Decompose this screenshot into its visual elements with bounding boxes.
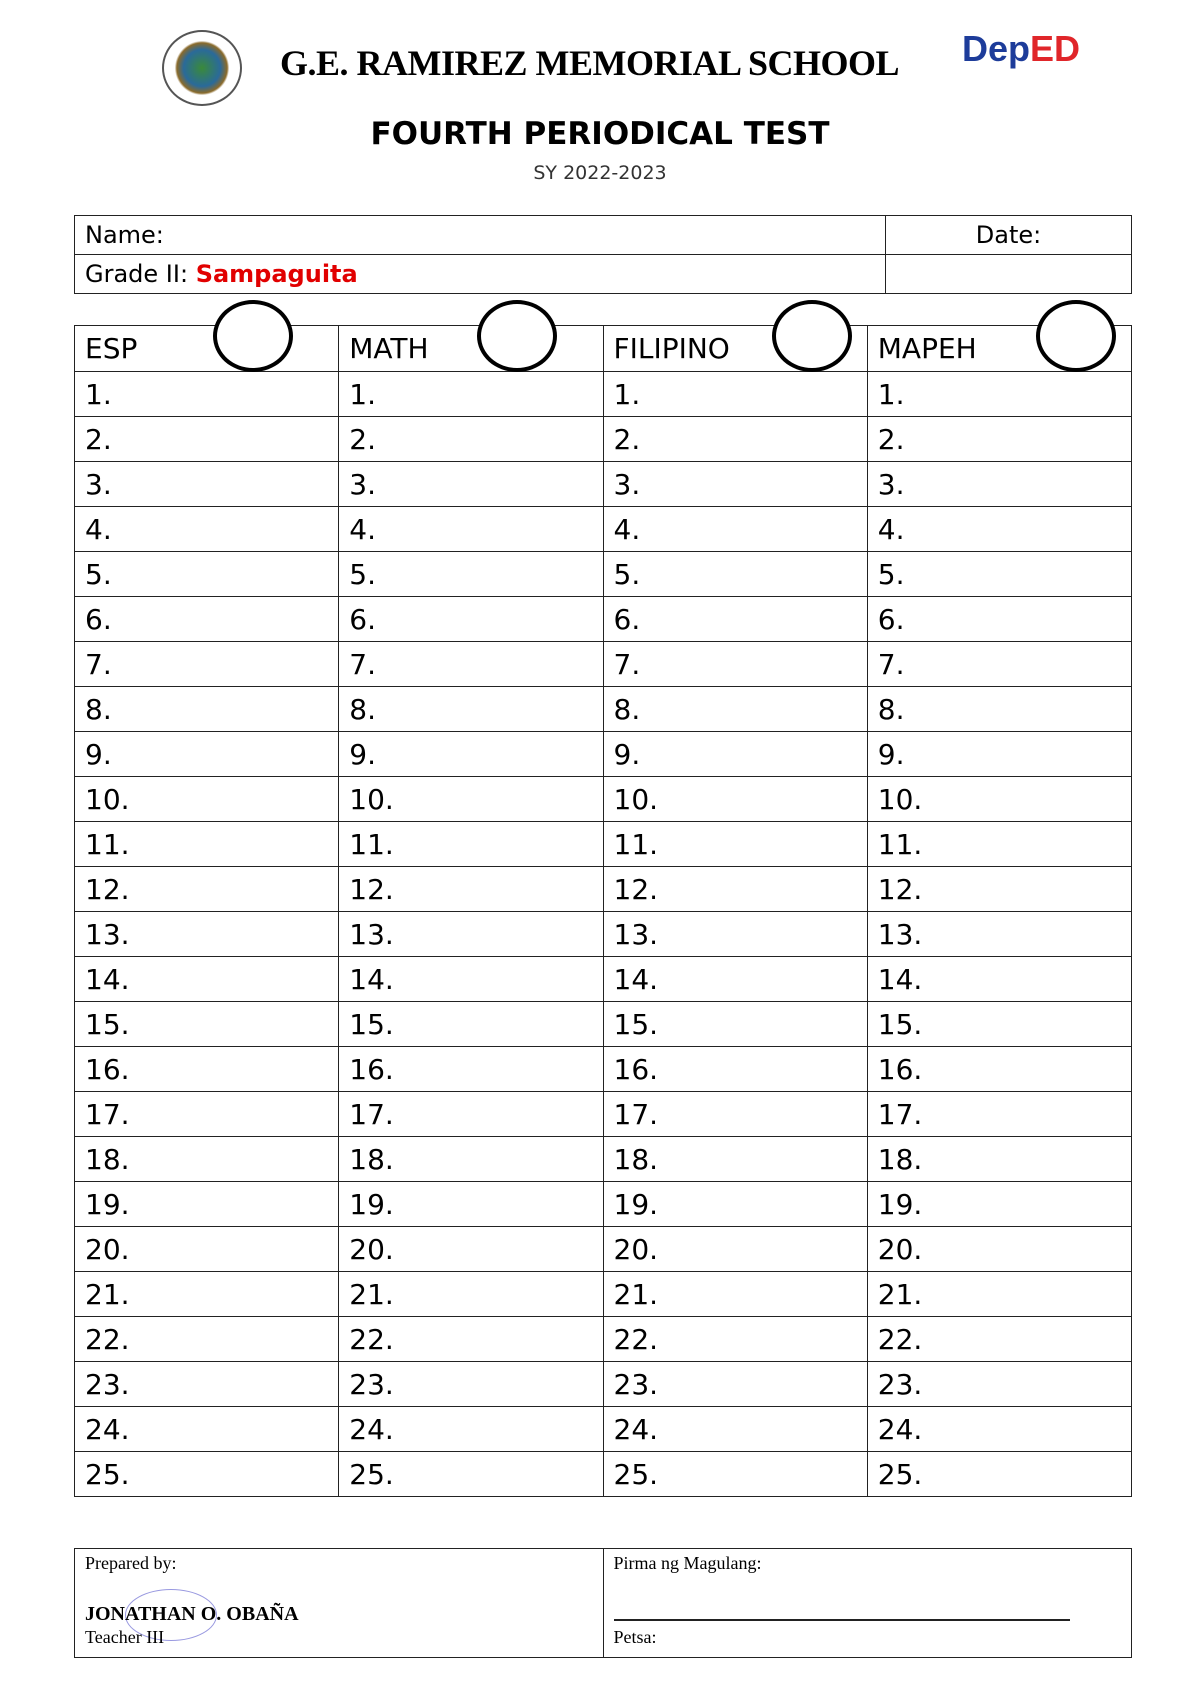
parent-signature-label: Pirma ng Magulang: — [613, 1553, 762, 1573]
answer-cell[interactable] — [75, 417, 339, 462]
item-number: 12. — [349, 872, 394, 906]
item-number: 19. — [877, 1187, 923, 1221]
answer-cell[interactable] — [867, 867, 1131, 912]
answer-cell[interactable] — [867, 1407, 1131, 1452]
answer-cell[interactable] — [603, 822, 867, 867]
grade-field — [75, 255, 886, 294]
item-number: 22. — [613, 1322, 659, 1356]
item-number: 22. — [85, 1322, 130, 1356]
subject-label: ESP — [85, 332, 138, 365]
subject-label: MAPEH — [877, 332, 977, 365]
subject-header-filipino — [603, 326, 867, 372]
table-row — [75, 867, 1132, 912]
answer-cell[interactable] — [603, 597, 867, 642]
subject-header-math — [339, 326, 603, 372]
name-label: Name: — [85, 221, 164, 249]
item-number: 11. — [613, 827, 659, 861]
item-number: 5. — [349, 557, 376, 591]
item-number: 14. — [613, 962, 659, 996]
item-number: 14. — [877, 962, 923, 996]
answer-cell[interactable] — [603, 687, 867, 732]
item-number: 17. — [613, 1097, 659, 1131]
answer-cell[interactable] — [867, 1137, 1131, 1182]
answer-cell[interactable] — [867, 822, 1131, 867]
item-number: 1. — [877, 377, 905, 411]
item-number: 19. — [349, 1187, 394, 1221]
answer-cell[interactable] — [75, 1362, 339, 1407]
item-number: 10. — [877, 782, 923, 816]
item-number: 20. — [613, 1232, 659, 1266]
answer-cell[interactable] — [339, 687, 603, 732]
answer-cell[interactable] — [339, 1452, 603, 1497]
table-row — [75, 687, 1132, 732]
answer-cell[interactable] — [339, 1227, 603, 1272]
table-row — [75, 1362, 1132, 1407]
answer-cell[interactable] — [75, 1092, 339, 1137]
score-circle[interactable] — [772, 300, 852, 372]
answer-cell[interactable] — [339, 552, 603, 597]
answer-cell[interactable] — [75, 507, 339, 552]
answer-cell[interactable] — [603, 1137, 867, 1182]
prepared-by-label: Prepared by: — [85, 1553, 177, 1573]
answer-cell[interactable] — [339, 1002, 603, 1047]
signature-table — [74, 1548, 1132, 1658]
item-number: 5. — [877, 557, 905, 591]
item-number: 24. — [613, 1412, 659, 1446]
table-row — [75, 1047, 1132, 1092]
table-row — [75, 1317, 1132, 1362]
answer-cell[interactable] — [75, 1272, 339, 1317]
item-number: 25. — [877, 1457, 923, 1491]
table-row — [75, 642, 1132, 687]
item-number: 7. — [877, 647, 905, 681]
answer-cell[interactable] — [867, 417, 1131, 462]
item-number: 25. — [349, 1457, 394, 1491]
answer-cell[interactable] — [339, 1092, 603, 1137]
deped-logo: DepED — [962, 28, 1081, 69]
answer-cell[interactable] — [75, 372, 339, 417]
item-number: 17. — [877, 1097, 923, 1131]
item-number: 1. — [613, 377, 641, 411]
petsa-label: Petsa: — [613, 1627, 657, 1647]
table-row — [75, 1137, 1132, 1182]
item-number: 13. — [85, 917, 130, 951]
item-number: 9. — [85, 737, 112, 771]
item-number: 6. — [349, 602, 376, 636]
item-number: 18. — [349, 1142, 394, 1176]
answer-cell[interactable] — [75, 867, 339, 912]
date-label: Date: — [975, 221, 1042, 249]
item-number: 13. — [877, 917, 923, 951]
answer-cell[interactable] — [75, 732, 339, 777]
item-number: 16. — [877, 1052, 923, 1086]
item-number: 2. — [877, 422, 905, 456]
item-number: 4. — [349, 512, 376, 546]
table-row — [75, 1092, 1132, 1137]
table-row — [75, 507, 1132, 552]
item-number: 7. — [349, 647, 376, 681]
answer-cell[interactable] — [867, 1227, 1131, 1272]
answer-cell[interactable] — [75, 642, 339, 687]
answer-cell[interactable] — [867, 687, 1131, 732]
name-field[interactable] — [75, 216, 886, 255]
item-number: 14. — [349, 962, 394, 996]
table-row — [75, 1002, 1132, 1047]
date-field[interactable] — [886, 216, 1132, 255]
table-row — [75, 1452, 1132, 1497]
answer-cell[interactable] — [75, 1002, 339, 1047]
answer-cell[interactable] — [603, 1362, 867, 1407]
answer-cell[interactable] — [867, 372, 1131, 417]
school-name: G.E. RAMIREZ MEMORIAL SCHOOL — [280, 43, 900, 83]
answer-cell[interactable] — [75, 777, 339, 822]
school-seal-logo — [162, 30, 242, 106]
table-row — [75, 552, 1132, 597]
answer-cell[interactable] — [75, 552, 339, 597]
answer-cell[interactable] — [603, 372, 867, 417]
table-row — [75, 372, 1132, 417]
item-number: 11. — [877, 827, 923, 861]
answer-cell[interactable] — [339, 912, 603, 957]
answer-cell[interactable] — [339, 462, 603, 507]
answer-cell[interactable] — [339, 507, 603, 552]
item-number: 8. — [877, 692, 905, 726]
table-row — [75, 822, 1132, 867]
answer-cell[interactable] — [603, 417, 867, 462]
parent-signature-cell[interactable] — [603, 1549, 1132, 1658]
table-row — [75, 1407, 1132, 1452]
answer-cell[interactable] — [867, 552, 1131, 597]
table-row — [75, 957, 1132, 1002]
answer-cell[interactable] — [339, 372, 603, 417]
answer-cell[interactable] — [603, 912, 867, 957]
item-number: 15. — [85, 1007, 130, 1041]
answer-cell[interactable] — [603, 1092, 867, 1137]
item-number: 17. — [349, 1097, 394, 1131]
date-value-cell[interactable] — [886, 255, 1132, 294]
item-number: 20. — [85, 1232, 130, 1266]
answer-cell[interactable] — [339, 777, 603, 822]
item-number: 15. — [877, 1007, 923, 1041]
item-number: 9. — [877, 737, 905, 771]
answer-cell[interactable] — [603, 1317, 867, 1362]
item-number: 20. — [877, 1232, 923, 1266]
item-number: 8. — [349, 692, 376, 726]
item-number: 4. — [613, 512, 641, 546]
signature-line — [614, 1619, 1070, 1621]
table-row — [75, 1272, 1132, 1317]
item-number: 22. — [877, 1322, 923, 1356]
item-number: 21. — [349, 1277, 394, 1311]
item-number: 5. — [613, 557, 641, 591]
table-row — [75, 1227, 1132, 1272]
answer-cell[interactable] — [867, 912, 1131, 957]
answer-cell[interactable] — [339, 642, 603, 687]
table-row — [75, 732, 1132, 777]
answer-cell[interactable] — [339, 1362, 603, 1407]
item-number: 9. — [349, 737, 376, 771]
score-circle[interactable] — [1036, 300, 1116, 372]
item-number: 2. — [613, 422, 641, 456]
item-number: 18. — [877, 1142, 923, 1176]
item-number: 19. — [613, 1187, 659, 1221]
item-number: 23. — [85, 1367, 130, 1401]
answer-cell[interactable] — [339, 822, 603, 867]
item-number: 23. — [349, 1367, 394, 1401]
answer-cell[interactable] — [339, 1182, 603, 1227]
item-number: 5. — [85, 557, 112, 591]
answer-cell[interactable] — [339, 417, 603, 462]
subject-header-esp — [75, 326, 339, 372]
item-number: 4. — [877, 512, 905, 546]
table-row — [75, 597, 1132, 642]
score-circle[interactable] — [477, 300, 557, 372]
section-name: Sampaguita — [195, 260, 358, 288]
answer-cell[interactable] — [339, 867, 603, 912]
item-number: 3. — [877, 467, 905, 501]
answer-cell[interactable] — [603, 957, 867, 1002]
subject-header-mapeh — [867, 326, 1131, 372]
score-circle[interactable] — [213, 300, 293, 372]
answer-cell[interactable] — [603, 1272, 867, 1317]
answer-cell[interactable] — [339, 732, 603, 777]
answer-cell[interactable] — [867, 462, 1131, 507]
answer-cell[interactable] — [75, 687, 339, 732]
item-number: 20. — [349, 1232, 394, 1266]
answer-cell[interactable] — [339, 1407, 603, 1452]
item-number: 25. — [613, 1457, 659, 1491]
answer-cell[interactable] — [603, 552, 867, 597]
item-number: 22. — [349, 1322, 394, 1356]
answer-cell[interactable] — [867, 1002, 1131, 1047]
answer-cell[interactable] — [75, 822, 339, 867]
table-row — [75, 1182, 1132, 1227]
answer-cell[interactable] — [603, 1182, 867, 1227]
item-number: 10. — [613, 782, 659, 816]
item-number: 25. — [85, 1457, 130, 1491]
item-number: 3. — [349, 467, 376, 501]
answer-cell[interactable] — [867, 1272, 1131, 1317]
school-year: SY 2022-2023 — [533, 162, 667, 184]
answer-grid — [74, 325, 1132, 1497]
answer-cell[interactable] — [75, 597, 339, 642]
answer-cell[interactable] — [75, 1047, 339, 1092]
item-number: 12. — [877, 872, 923, 906]
answer-cell[interactable] — [75, 1137, 339, 1182]
item-number: 3. — [85, 467, 112, 501]
answer-cell[interactable] — [603, 777, 867, 822]
answer-cell[interactable] — [75, 462, 339, 507]
answer-cell[interactable] — [867, 1047, 1131, 1092]
answer-cell[interactable] — [603, 732, 867, 777]
item-number: 16. — [85, 1052, 130, 1086]
student-info-table — [74, 215, 1132, 294]
table-row — [75, 462, 1132, 507]
grade-label: Grade II: — [85, 260, 189, 288]
answer-cell[interactable] — [867, 732, 1131, 777]
item-number: 6. — [85, 602, 112, 636]
item-number: 3. — [613, 467, 641, 501]
answer-cell[interactable] — [75, 1452, 339, 1497]
item-number: 21. — [613, 1277, 659, 1311]
answer-cell[interactable] — [603, 462, 867, 507]
table-row — [75, 777, 1132, 822]
item-number: 12. — [613, 872, 659, 906]
item-number: 15. — [613, 1007, 659, 1041]
answer-cell[interactable] — [75, 1182, 339, 1227]
prepared-by-cell — [75, 1549, 604, 1658]
answer-cell[interactable] — [75, 912, 339, 957]
subject-label: MATH — [349, 332, 429, 365]
item-number: 24. — [877, 1412, 923, 1446]
item-number: 17. — [85, 1097, 130, 1131]
item-number: 2. — [349, 422, 376, 456]
item-number: 6. — [877, 602, 905, 636]
answer-cell[interactable] — [867, 1182, 1131, 1227]
answer-cell[interactable] — [867, 507, 1131, 552]
item-number: 16. — [613, 1052, 659, 1086]
item-number: 11. — [85, 827, 130, 861]
item-number: 9. — [613, 737, 641, 771]
answer-cell[interactable] — [867, 777, 1131, 822]
item-number: 23. — [877, 1367, 923, 1401]
answer-cell[interactable] — [75, 1227, 339, 1272]
item-number: 1. — [349, 377, 376, 411]
answer-cell[interactable] — [867, 957, 1131, 1002]
answer-cell[interactable] — [603, 867, 867, 912]
item-number: 18. — [85, 1142, 130, 1176]
answer-cell[interactable] — [867, 642, 1131, 687]
item-number: 24. — [85, 1412, 130, 1446]
item-number: 18. — [613, 1142, 659, 1176]
table-row — [75, 417, 1132, 462]
item-number: 4. — [85, 512, 112, 546]
answer-cell[interactable] — [603, 642, 867, 687]
item-number: 11. — [349, 827, 394, 861]
answer-cell[interactable] — [339, 1317, 603, 1362]
table-row — [75, 912, 1132, 957]
item-number: 10. — [85, 782, 130, 816]
answer-cell[interactable] — [75, 1407, 339, 1452]
answer-cell[interactable] — [867, 1317, 1131, 1362]
item-number: 2. — [85, 422, 112, 456]
answer-cell[interactable] — [75, 957, 339, 1002]
answer-cell[interactable] — [339, 597, 603, 642]
item-number: 8. — [613, 692, 641, 726]
answer-cell[interactable] — [867, 1362, 1131, 1407]
item-number: 19. — [85, 1187, 130, 1221]
answer-cell[interactable] — [603, 1452, 867, 1497]
item-number: 13. — [349, 917, 394, 951]
item-number: 21. — [877, 1277, 923, 1311]
answer-cell[interactable] — [867, 597, 1131, 642]
answer-cell[interactable] — [339, 957, 603, 1002]
answer-cell[interactable] — [75, 1317, 339, 1362]
answer-cell[interactable] — [339, 1047, 603, 1092]
item-number: 7. — [613, 647, 641, 681]
item-number: 8. — [85, 692, 112, 726]
item-number: 15. — [349, 1007, 394, 1041]
subject-label: FILIPINO — [613, 332, 730, 365]
answer-cell[interactable] — [339, 1272, 603, 1317]
item-number: 6. — [613, 602, 641, 636]
answer-cell[interactable] — [339, 1137, 603, 1182]
answer-cell[interactable] — [867, 1452, 1131, 1497]
test-title: FOURTH PERIODICAL TEST — [370, 116, 830, 152]
answer-cell[interactable] — [603, 507, 867, 552]
answer-cell[interactable] — [603, 1002, 867, 1047]
item-number: 21. — [85, 1277, 130, 1311]
item-number: 14. — [85, 962, 130, 996]
item-number: 7. — [85, 647, 112, 681]
item-number: 23. — [613, 1367, 659, 1401]
item-number: 12. — [85, 872, 130, 906]
item-number: 1. — [85, 377, 112, 411]
teacher-role: Teacher III — [85, 1627, 165, 1647]
answer-cell[interactable] — [603, 1407, 867, 1452]
answer-cell[interactable] — [867, 1092, 1131, 1137]
item-number: 16. — [349, 1052, 394, 1086]
item-number: 24. — [349, 1412, 394, 1446]
item-number: 13. — [613, 917, 659, 951]
teacher-name: JONATHAN O. OBAÑA — [85, 1603, 299, 1625]
item-number: 10. — [349, 782, 394, 816]
answer-cell[interactable] — [603, 1047, 867, 1092]
answer-cell[interactable] — [603, 1227, 867, 1272]
